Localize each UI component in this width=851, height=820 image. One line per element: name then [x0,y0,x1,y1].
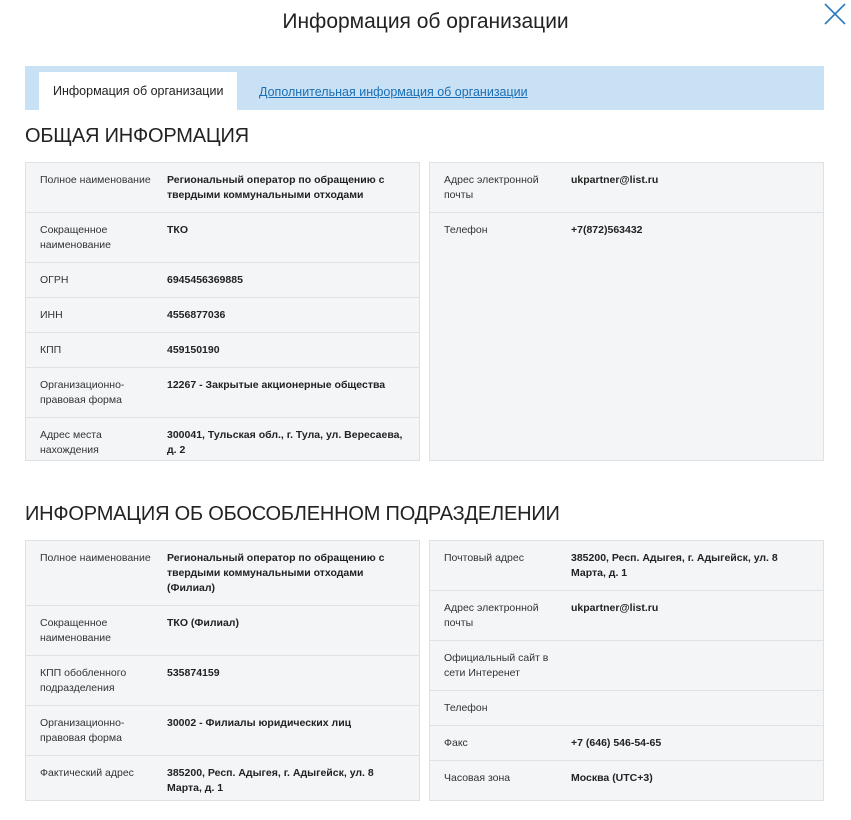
dialog-title: Информация об организации [282,10,569,33]
info-row [26,418,419,467]
row-value: ТКО [167,224,188,236]
section-heading-branch: ИНФОРМАЦИЯ ОБ ОБОСОБЛЕННОМ ПОДРАЗДЕЛЕНИИ [25,503,560,525]
info-row [430,163,823,213]
row-label: Адрес электронной почты [444,602,539,629]
row-value: 4556877036 [167,309,226,321]
section-heading-general: ОБЩАЯ ИНФОРМАЦИЯ [25,125,249,147]
row-label: КПП [40,344,62,356]
info-row [26,263,419,298]
info-row [26,541,419,606]
info-row [26,163,419,213]
tab-additional-info[interactable]: Дополнительная информация об организации [259,85,528,99]
row-label: Организационно-правовая форма [40,379,125,406]
row-value: Региональный оператор по обращению с твердыми коммунальными отходами [167,174,385,201]
info-row [430,213,823,247]
row-label: Сокращенное наименование [40,617,112,644]
general-left-panel [25,162,420,461]
row-value: 385200, Респ. Адыгея, г. Адыгейск, ул. 8 Марта, д. 1 [571,552,778,579]
row-value: Москва (UTC+3) [571,772,653,784]
tab-bar [25,66,824,110]
info-row [430,641,823,691]
row-label: Фактический адрес [40,767,134,779]
row-label: Сокращенное наименование [40,224,112,251]
info-row [430,726,823,761]
row-value: +7(872)563432 [571,224,643,236]
info-row [430,591,823,641]
close-button[interactable] [823,2,847,26]
row-label: ИНН [40,309,63,321]
row-label: Полное наименование [40,552,151,564]
row-value: 300041, Тульская обл., г. Тула, ул. Вересаева, д. 2 [167,429,403,456]
close-icon[interactable] [823,2,847,26]
row-label: КПП обобленного подразделения [40,667,127,694]
info-row [430,761,823,795]
row-value [571,701,815,716]
branch-left-panel [25,540,420,801]
row-value: 6945456369885 [167,274,243,286]
info-row [26,606,419,656]
row-label: Часовая зона [444,772,511,784]
row-label: Телефон [444,702,488,714]
info-row [26,756,419,805]
row-value [571,651,815,681]
row-label: Официальный сайт в сети Интеренет [444,652,549,679]
tab-organization-info[interactable]: Информация об организации [39,72,237,110]
row-label: Полное наименование [40,174,151,186]
row-value: ukpartner@list.ru [571,174,659,186]
branch-right-panel [429,540,824,801]
row-value: ТКО (Филиал) [167,617,239,629]
row-label: Адрес места нахождения [40,429,102,456]
row-value: 535874159 [167,667,220,679]
row-value: Региональный оператор по обращению с твердыми коммунальными отходами (Филиал) [167,552,385,594]
row-label: Адрес электронной почты [444,174,539,201]
info-row [26,333,419,368]
general-right-panel [429,162,824,461]
row-label: Организационно-правовая форма [40,717,125,744]
row-value: 385200, Респ. Адыгея, г. Адыгейск, ул. 8 Марта, д. 1 [167,767,374,794]
row-value: 30002 - Филиалы юридических лиц [167,717,352,729]
row-value: ukpartner@list.ru [571,602,659,614]
row-label: Телефон [444,224,488,236]
info-row [26,298,419,333]
row-value: 12267 - Закрытые акционерные общества [167,379,386,391]
row-label: ОГРН [40,274,69,286]
row-label: Почтовый адрес [444,552,524,564]
row-value: 459150190 [167,344,220,356]
info-row [26,656,419,706]
info-row [26,213,419,263]
info-row [430,541,823,591]
info-row [26,706,419,756]
row-value: +7 (646) 546-54-65 [571,737,662,749]
row-label: Факс [444,737,468,749]
info-row [430,691,823,726]
info-row [26,368,419,418]
